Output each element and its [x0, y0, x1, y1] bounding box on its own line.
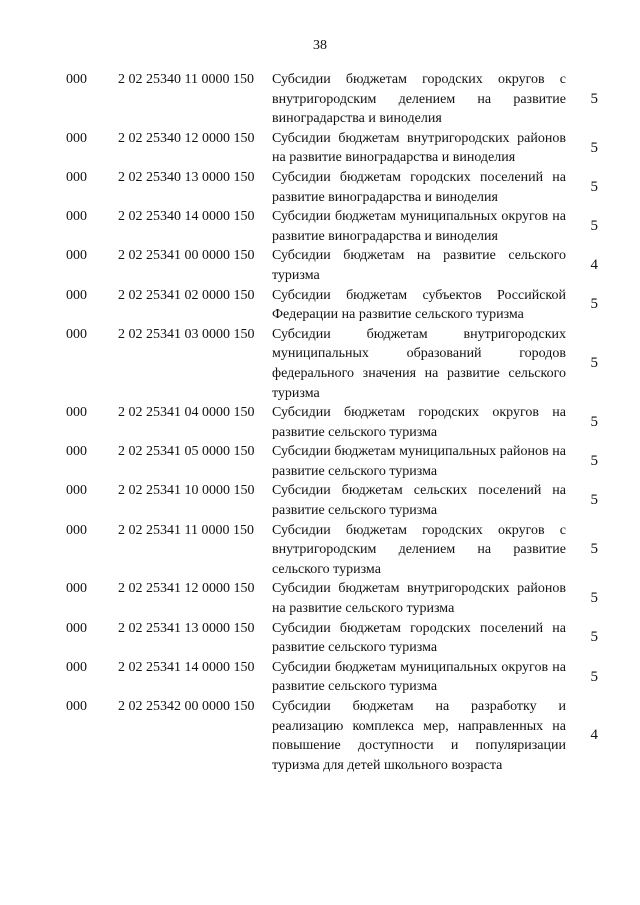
income-name: Субсидии бюджетам на развитие сельского туризма [272, 248, 566, 283]
income-name: Субсидии бюджетам городских поселений на развитие виноградарства и виноделия [272, 169, 566, 205]
income-name: Субсидии бюджетам субъектов Российской Федерации на развитие сельского туризма [272, 287, 566, 323]
budget-codes-table [66, 70, 606, 775]
table-row [66, 403, 606, 442]
budget-code: 2 02 25341 13 0000 150 [118, 620, 255, 636]
income-name: Субсидии бюджетам внутригородских муниципальных образований городов федерального значения на развитие сельского туризма [272, 326, 566, 401]
level-number: 5 [590, 296, 598, 313]
budget-code: 2 02 25340 11 0000 150 [118, 72, 254, 87]
admin-code: 000 [66, 130, 87, 146]
admin-code: 000 [66, 72, 87, 87]
budget-code: 2 02 25340 12 0000 150 [118, 130, 255, 146]
income-name: Субсидии бюджетам внутригородских районов на развитие сельского туризма [272, 581, 566, 617]
table-row [66, 442, 606, 481]
admin-code: 000 [66, 620, 87, 636]
table-row [66, 619, 606, 658]
budget-code: 2 02 25340 14 0000 150 [118, 209, 255, 225]
admin-code: 000 [66, 659, 87, 675]
budget-code: 2 02 25341 11 0000 150 [118, 522, 254, 538]
admin-code: 000 [66, 326, 87, 342]
table-row [66, 129, 606, 168]
budget-code: 2 02 25341 10 0000 150 [118, 483, 255, 499]
admin-code: 000 [66, 248, 87, 264]
budget-code: 2 02 25341 02 0000 150 [118, 287, 255, 303]
budget-code: 2 02 25341 04 0000 150 [118, 405, 255, 421]
admin-code: 000 [66, 169, 87, 185]
table-row [66, 697, 606, 775]
budget-code: 2 02 25340 13 0000 150 [118, 169, 255, 185]
income-name: Субсидии бюджетам внутригородских районов на развитие виноградарства и виноделия [272, 130, 566, 166]
income-name: Субсидии бюджетам сельских поселений на развитие сельского туризма [272, 483, 566, 519]
admin-code: 000 [66, 405, 87, 421]
table-row [66, 168, 606, 207]
table-row [66, 658, 606, 697]
table-row [66, 521, 606, 580]
admin-code: 000 [66, 581, 87, 597]
level-number: 5 [590, 668, 598, 685]
level-number: 4 [590, 257, 598, 274]
admin-code: 000 [66, 444, 87, 460]
admin-code: 000 [66, 287, 87, 303]
table-row [66, 325, 606, 403]
level-number: 5 [590, 178, 598, 195]
budget-code: 2 02 25342 00 0000 150 [118, 699, 255, 714]
admin-code: 000 [66, 699, 87, 714]
income-name: Субсидии бюджетам муниципальных округов на развитие виноградарства и виноделия [272, 209, 566, 244]
income-name: Субсидии бюджетам муниципальных округов на развитие сельского туризма [272, 659, 566, 695]
admin-code: 000 [66, 522, 87, 538]
budget-code: 2 02 25341 05 0000 150 [118, 444, 255, 460]
level-number: 5 [590, 90, 598, 107]
level-number: 5 [590, 355, 598, 372]
budget-code: 2 02 25341 00 0000 150 [118, 248, 255, 264]
table-row [66, 246, 606, 285]
table-row [66, 207, 606, 246]
level-number: 5 [590, 590, 598, 607]
level-number: 4 [590, 727, 598, 744]
income-name: Субсидии бюджетам на разработку и реализацию комплекса мер, направленных на повышение доступности и популяризации туризма для детей школьного возраста [272, 699, 566, 773]
admin-code: 000 [66, 209, 87, 225]
budget-code: 2 02 25341 12 0000 150 [118, 581, 255, 597]
page-number: 38 [313, 38, 327, 53]
level-number: 5 [590, 541, 598, 558]
budget-code: 2 02 25341 03 0000 150 [118, 326, 255, 342]
income-name: Субсидии бюджетам городских округов с внутригородским делением на развитие сельского туризма [272, 522, 566, 577]
income-name: Субсидии бюджетам городских поселений на развитие сельского туризма [272, 620, 566, 656]
table-row [66, 579, 606, 618]
income-name: Субсидии бюджетам муниципальных районов на развитие сельского туризма [272, 444, 566, 479]
level-number: 5 [590, 453, 598, 470]
table-row [66, 286, 606, 325]
table-row [66, 70, 606, 129]
level-number: 5 [590, 413, 598, 430]
income-name: Субсидии бюджетам городских округов с внутригородским делением на развитие виноградарства и виноделия [272, 72, 566, 127]
table-row [66, 481, 606, 520]
budget-code: 2 02 25341 14 0000 150 [118, 659, 255, 675]
level-number: 5 [590, 629, 598, 646]
income-name: Субсидии бюджетам городских округов на развитие сельского туризма [272, 405, 566, 440]
level-number: 5 [590, 492, 598, 509]
level-number: 5 [590, 139, 598, 156]
admin-code: 000 [66, 483, 87, 499]
level-number: 5 [590, 217, 598, 234]
